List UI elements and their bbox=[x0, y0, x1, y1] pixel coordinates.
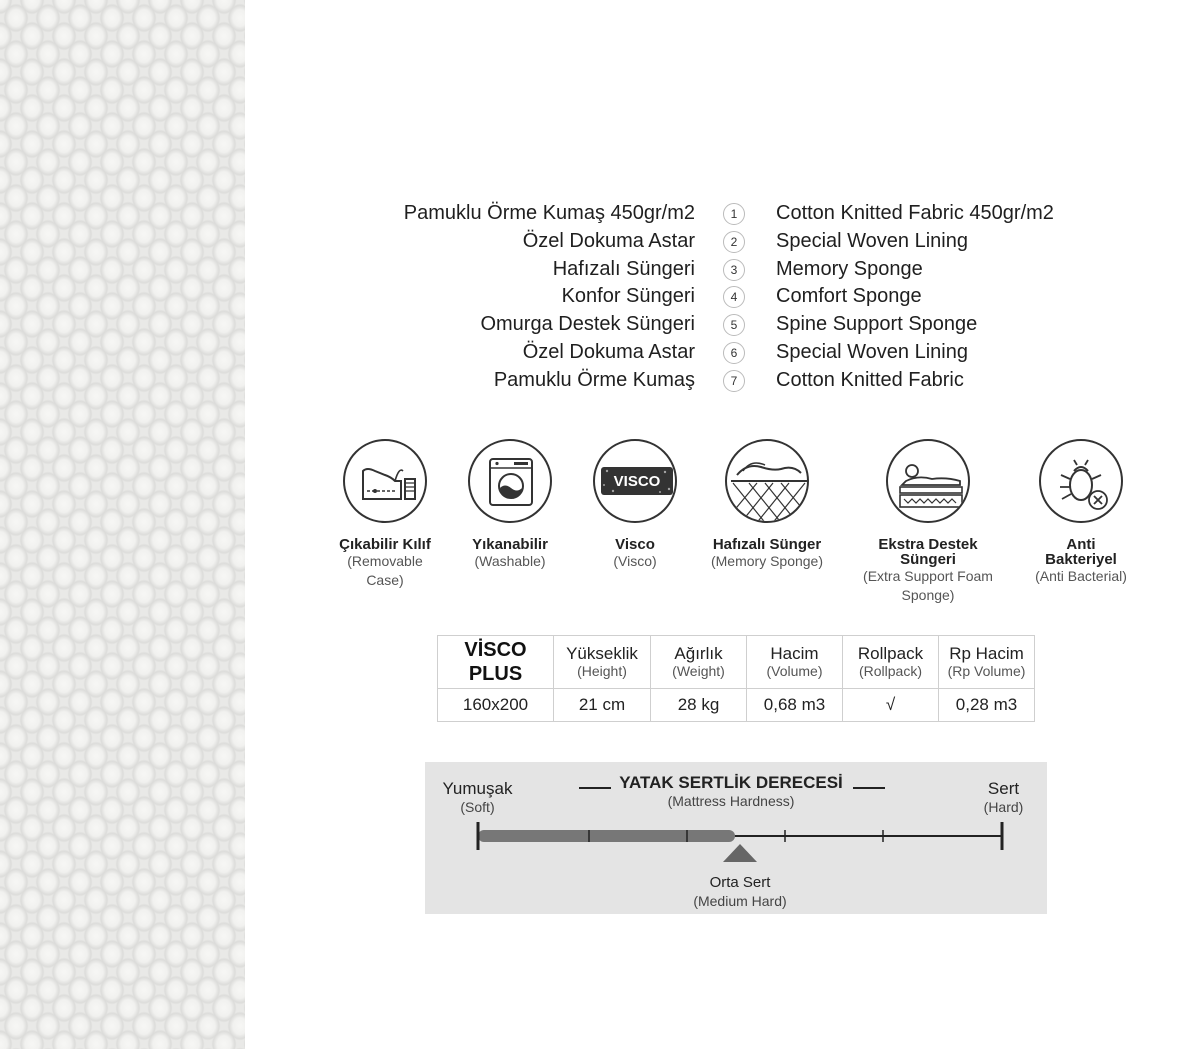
level-label bbox=[670, 873, 810, 910]
feature-subtitle: (Washable) bbox=[474, 553, 546, 569]
layer-number: 4 bbox=[723, 286, 745, 308]
title-rule-left bbox=[579, 787, 611, 789]
removable-case-icon bbox=[343, 439, 427, 523]
header-rollpack bbox=[843, 636, 939, 689]
hard-text: Sert bbox=[987, 779, 1020, 798]
soft-text: Yumuşak bbox=[442, 779, 513, 798]
feature-subtitle: (Visco) bbox=[613, 553, 657, 569]
feature-removable-case bbox=[330, 439, 440, 590]
level-text: Orta Sert bbox=[709, 874, 771, 891]
cell-weight: 28 kg bbox=[651, 689, 747, 722]
feature-title: Anti bbox=[1066, 536, 1096, 553]
feature-anti-bacterial bbox=[1025, 439, 1137, 586]
layer-list bbox=[300, 200, 1180, 395]
layer-en: Special Woven Lining bbox=[776, 340, 968, 363]
feature-extra-support bbox=[858, 439, 998, 605]
header-main: Yükseklik bbox=[566, 644, 638, 663]
cell-rp-volume: 0,28 m3 bbox=[939, 689, 1035, 722]
model-header bbox=[438, 636, 554, 689]
layer-en: Comfort Sponge bbox=[776, 285, 922, 308]
feature-subtitle: (Extra Support Foam bbox=[863, 568, 993, 584]
cell-rollpack: √ bbox=[843, 689, 939, 722]
feature-subtitle: Case) bbox=[366, 572, 404, 588]
layer-en: Special Woven Lining bbox=[776, 229, 968, 252]
layer-en: Spine Support Sponge bbox=[776, 313, 978, 336]
soft-subtext: (Soft) bbox=[460, 799, 495, 815]
layer-row bbox=[300, 283, 1180, 311]
feature-title: Hafızalı Sünger bbox=[712, 536, 822, 553]
header-height bbox=[554, 636, 651, 689]
layer-row bbox=[300, 228, 1180, 256]
level-marker-triangle bbox=[723, 844, 757, 862]
model-name-line2: PLUS bbox=[468, 663, 523, 685]
cell-height: 21 cm bbox=[554, 689, 651, 722]
layer-tr: Pamuklu Örme Kumaş 450gr/m2 bbox=[403, 202, 695, 224]
header-weight bbox=[651, 636, 747, 689]
layer-number: 3 bbox=[723, 259, 745, 281]
layer-row bbox=[300, 256, 1180, 284]
layer-number: 1 bbox=[723, 203, 745, 225]
hardness-panel bbox=[425, 762, 1047, 914]
scale-fill bbox=[478, 830, 735, 842]
anti-bacterial-icon bbox=[1039, 439, 1123, 523]
header-main: Ağırlık bbox=[674, 644, 723, 663]
layer-en: Memory Sponge bbox=[776, 257, 923, 280]
header-main: Rollpack bbox=[857, 644, 924, 663]
feature-memory-sponge bbox=[700, 439, 834, 571]
cell-size: 160x200 bbox=[438, 689, 554, 722]
layer-tr: Özel Dokuma Astar bbox=[522, 229, 695, 252]
feature-title: Yıkanabilir bbox=[472, 536, 548, 553]
header-main: Hacim bbox=[770, 644, 819, 663]
feature-title: Ekstra Destek bbox=[878, 536, 978, 553]
hard-subtext: (Hard) bbox=[983, 799, 1024, 815]
level-subtext: (Medium Hard) bbox=[693, 893, 787, 909]
visco-icon bbox=[593, 439, 677, 523]
header-volume bbox=[747, 636, 843, 689]
feature-title: Çıkabilir Kılıf bbox=[339, 536, 431, 553]
visco-badge-text: VISCO bbox=[613, 473, 661, 490]
layer-tr: Omurga Destek Süngeri bbox=[480, 313, 695, 336]
layer-row bbox=[300, 311, 1180, 339]
feature-subtitle: (Memory Sponge) bbox=[710, 553, 824, 569]
feature-title: Süngeri bbox=[900, 551, 956, 568]
soft-label bbox=[425, 779, 530, 816]
layer-tr: Konfor Süngeri bbox=[561, 285, 695, 308]
extra-support-icon bbox=[886, 439, 970, 523]
header-sub: (Weight) bbox=[672, 663, 725, 679]
header-sub: (Rp Volume) bbox=[947, 663, 1026, 679]
layer-number: 7 bbox=[723, 370, 745, 392]
layer-tr: Hafızalı Süngeri bbox=[552, 257, 695, 280]
washing-machine-icon bbox=[468, 439, 552, 523]
feature-title: Visco bbox=[615, 536, 655, 553]
model-name-line1: VİSCO bbox=[464, 639, 527, 661]
hardness-title bbox=[575, 773, 887, 810]
feature-visco bbox=[580, 439, 690, 571]
fabric-texture-image bbox=[0, 0, 245, 1049]
layer-tr: Özel Dokuma Astar bbox=[522, 340, 695, 363]
header-sub: (Height) bbox=[577, 663, 627, 679]
header-main: Rp Hacim bbox=[949, 644, 1024, 663]
header-sub: (Volume) bbox=[766, 663, 823, 679]
layer-row bbox=[300, 200, 1180, 228]
header-rp-volume bbox=[939, 636, 1035, 689]
layer-row bbox=[300, 367, 1180, 395]
spec-header-row bbox=[438, 636, 1035, 689]
feature-subtitle: (Anti Bacterial) bbox=[1035, 568, 1127, 584]
feature-title: Bakteriyel bbox=[1045, 551, 1117, 568]
hard-label bbox=[970, 779, 1037, 816]
spec-table bbox=[437, 635, 1035, 722]
layer-number: 2 bbox=[723, 231, 745, 253]
feature-subtitle: Sponge) bbox=[901, 587, 955, 603]
layer-tr: Pamuklu Örme Kumaş bbox=[493, 368, 695, 391]
layer-number: 5 bbox=[723, 314, 745, 336]
spec-data-row bbox=[438, 689, 1035, 722]
layer-number: 6 bbox=[723, 342, 745, 364]
memory-sponge-icon bbox=[725, 439, 809, 523]
cell-volume: 0,68 m3 bbox=[747, 689, 843, 722]
feature-subtitle: (Removable bbox=[347, 553, 423, 569]
feature-washable bbox=[455, 439, 565, 571]
header-sub: (Rollpack) bbox=[858, 663, 922, 679]
layer-row bbox=[300, 339, 1180, 367]
hardness-title-text: YATAK SERTLİK DERECESİ bbox=[619, 773, 843, 792]
hardness-subtitle: (Mattress Hardness) bbox=[667, 793, 795, 809]
title-rule-right bbox=[853, 787, 885, 789]
layer-en: Cotton Knitted Fabric bbox=[776, 368, 964, 391]
layer-en: Cotton Knitted Fabric 450gr/m2 bbox=[776, 202, 1054, 224]
